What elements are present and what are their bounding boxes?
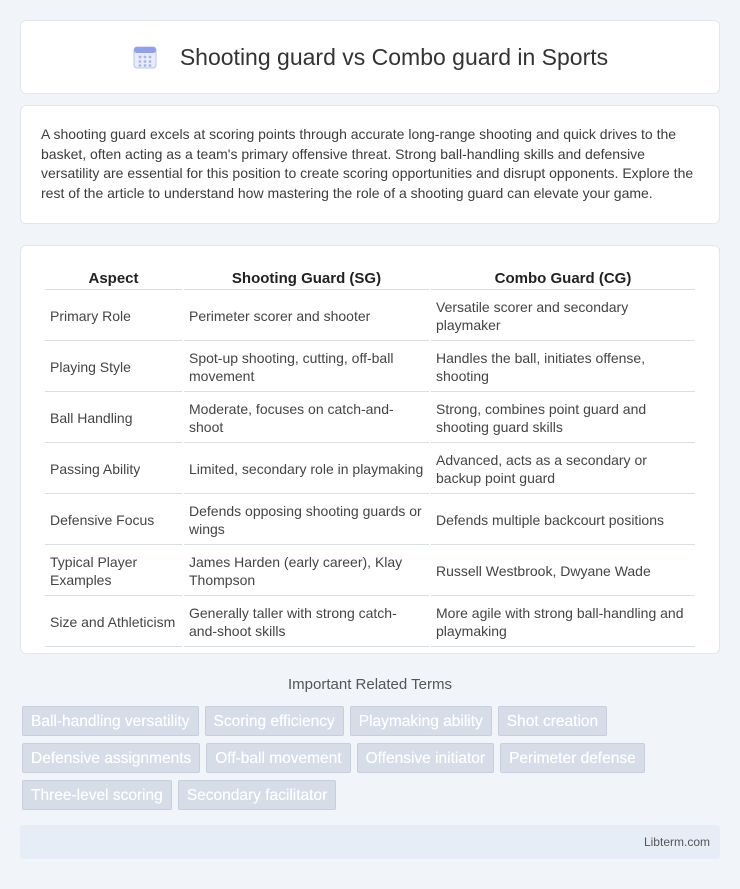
table-row [45, 547, 695, 596]
cell-cg: Strong, combines point guard and shooting guard skills [431, 394, 695, 443]
table-row [45, 496, 695, 545]
header-card [20, 20, 720, 94]
comparison-table [43, 266, 697, 649]
header-combo-guard: Combo Guard (CG) [431, 268, 695, 290]
table-row [45, 598, 695, 647]
related-term-tag[interactable]: Defensive assignments [22, 743, 200, 773]
cell-sg: Moderate, focuses on catch-and-shoot [184, 394, 429, 443]
footer [20, 825, 720, 859]
cell-sg: Generally taller with strong catch-and-shoot skills [184, 598, 429, 647]
table-row [45, 445, 695, 494]
related-term-tag[interactable]: Scoring efficiency [205, 706, 344, 736]
cell-aspect: Defensive Focus [45, 496, 182, 545]
related-terms-list [22, 706, 722, 817]
related-term-tag[interactable]: Off-ball movement [206, 743, 350, 773]
footer-site-link[interactable]: Libterm.com [643, 835, 710, 849]
cell-aspect: Playing Style [45, 343, 182, 392]
cell-sg: Defends opposing shooting guards or wings [184, 496, 429, 545]
cell-aspect: Primary Role [45, 292, 182, 341]
table-row [45, 343, 695, 392]
related-term-tag[interactable]: Three-level scoring [22, 780, 172, 810]
page-title: Shooting guard vs Combo guard in Sports [179, 43, 609, 70]
related-term-tag[interactable]: Perimeter defense [500, 743, 645, 773]
related-term-tag[interactable]: Shot creation [498, 706, 607, 736]
comparison-table-card [20, 245, 720, 654]
header-shooting-guard: Shooting Guard (SG) [184, 268, 429, 290]
intro-paragraph: A shooting guard excels at scoring points through accurate long-range shooting and quick drives to the basket, often acting as a team's primary offensive threat. Strong ball-handling skills and defensive versatility are essential for this position to create scoring opportunities and disrupt opponents. Explore the rest of the article to understand how mastering the role of a shooting guard can elevate your game. [41, 126, 694, 201]
table-header-row [45, 268, 695, 290]
related-term-tag[interactable]: Offensive initiator [357, 743, 494, 773]
cell-aspect: Ball Handling [45, 394, 182, 443]
related-terms-title: Important Related Terms [288, 676, 452, 693]
cell-sg: James Harden (early career), Klay Thompson [184, 547, 429, 596]
table-row [45, 292, 695, 341]
calendar-grid-icon [132, 44, 158, 70]
cell-cg: Advanced, acts as a secondary or backup point guard [431, 445, 695, 494]
cell-cg: More agile with strong ball-handling and playmaking [431, 598, 695, 647]
cell-cg: Versatile scorer and secondary playmaker [431, 292, 695, 341]
cell-cg: Russell Westbrook, Dwyane Wade [431, 547, 695, 596]
cell-cg: Handles the ball, initiates offense, shooting [431, 343, 695, 392]
cell-sg: Limited, secondary role in playmaking [184, 445, 429, 494]
related-term-tag[interactable]: Playmaking ability [350, 706, 492, 736]
cell-sg: Perimeter scorer and shooter [184, 292, 429, 341]
cell-cg: Defends multiple backcourt positions [431, 496, 695, 545]
cell-aspect: Size and Athleticism [45, 598, 182, 647]
intro-card [20, 105, 720, 224]
related-term-tag[interactable]: Ball-handling versatility [22, 706, 199, 736]
related-term-tag[interactable]: Secondary facilitator [178, 780, 336, 810]
cell-sg: Spot-up shooting, cutting, off-ball movement [184, 343, 429, 392]
cell-aspect: Passing Ability [45, 445, 182, 494]
cell-aspect: Typical Player Examples [45, 547, 182, 596]
table-row [45, 394, 695, 443]
header-aspect: Aspect [45, 268, 182, 290]
